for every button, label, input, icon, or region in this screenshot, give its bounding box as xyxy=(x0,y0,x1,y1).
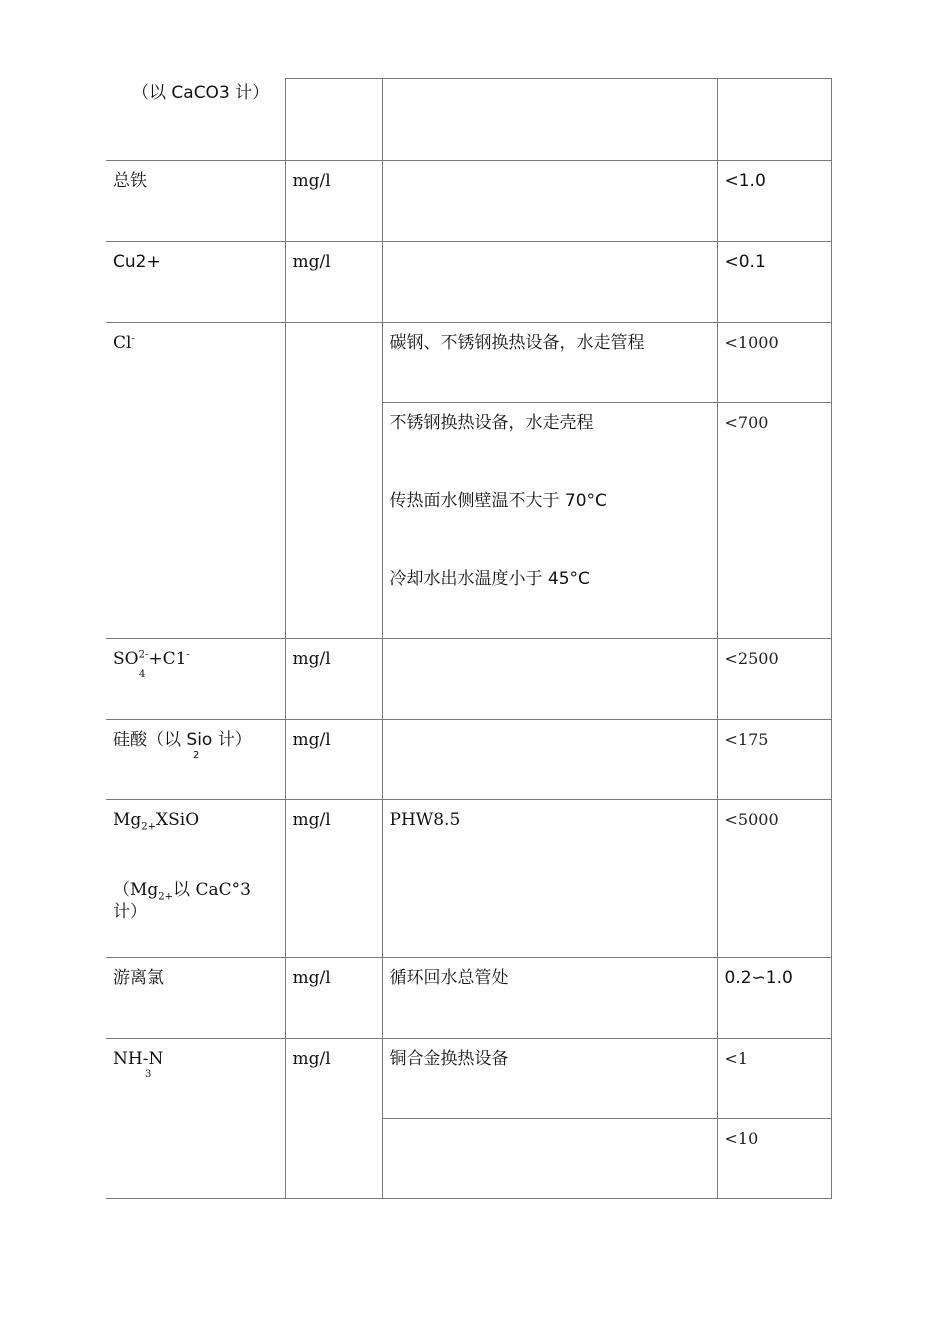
value: <0.1 xyxy=(724,252,766,272)
unit xyxy=(286,323,382,332)
item-name: 游离氯 xyxy=(113,968,164,988)
table-row xyxy=(106,720,831,800)
unit: mg/l xyxy=(292,649,331,669)
unit xyxy=(286,79,382,88)
item-name: Cl- xyxy=(113,333,135,353)
condition xyxy=(383,639,717,648)
value: <700 xyxy=(724,413,769,432)
table-row xyxy=(106,161,831,242)
unit: mg/l xyxy=(292,730,331,750)
unit: mg/l xyxy=(292,1049,331,1069)
item-name: $SO^{2-}+C1^-$ 4 xyxy=(113,649,190,680)
condition xyxy=(383,1119,717,1128)
unit: mg/l xyxy=(292,171,331,191)
condition xyxy=(383,161,717,170)
item-name: （以 CaCO3 计） xyxy=(132,82,270,103)
value: <1.0 xyxy=(724,171,766,191)
value: 0.2∽1.0 xyxy=(724,968,793,988)
condition: 循环回水总管处 xyxy=(389,968,509,988)
value: <10 xyxy=(724,1129,759,1148)
value: <175 xyxy=(724,730,769,749)
condition: 铜合金换热设备 xyxy=(389,1049,509,1069)
item-name: 硅酸（以 Sio 计） 2 xyxy=(113,730,252,761)
table-row xyxy=(106,323,831,403)
condition-line: 不锈钢换热设备，水走壳程 xyxy=(389,413,594,433)
item-name: $Mg_{2+}XSiO$ （$Mg_{2+}$以 CaC°3 计） xyxy=(113,810,251,922)
table-row xyxy=(106,639,831,720)
value: <1 xyxy=(724,1049,749,1068)
condition: 碳钢、不锈钢换热设备，水走管程 xyxy=(389,333,645,353)
item-name: 总铁 xyxy=(113,171,147,191)
condition xyxy=(383,79,717,88)
item-name: Cu2+ xyxy=(113,252,161,272)
table-row xyxy=(106,800,831,958)
value: <2500 xyxy=(724,649,779,668)
condition-line: 冷却水出水温度小于 45°C xyxy=(389,569,590,589)
unit: mg/l xyxy=(292,252,331,272)
table-row xyxy=(106,958,831,1039)
water-quality-table xyxy=(106,78,832,1199)
table-row xyxy=(106,1039,831,1119)
condition xyxy=(383,720,717,729)
condition: PHW8.5 xyxy=(389,810,461,830)
value: <1000 xyxy=(724,333,779,352)
condition-line: 传热面水侧壁温不大于 70°C xyxy=(389,491,607,511)
unit: mg/l xyxy=(292,968,331,988)
condition xyxy=(383,403,717,590)
value xyxy=(718,79,831,88)
unit: mg/l xyxy=(292,810,331,830)
condition xyxy=(383,242,717,251)
item-name: NH-N 3 xyxy=(113,1049,164,1080)
table-row xyxy=(106,242,831,323)
table-row xyxy=(106,79,831,161)
value: <5000 xyxy=(724,810,779,829)
